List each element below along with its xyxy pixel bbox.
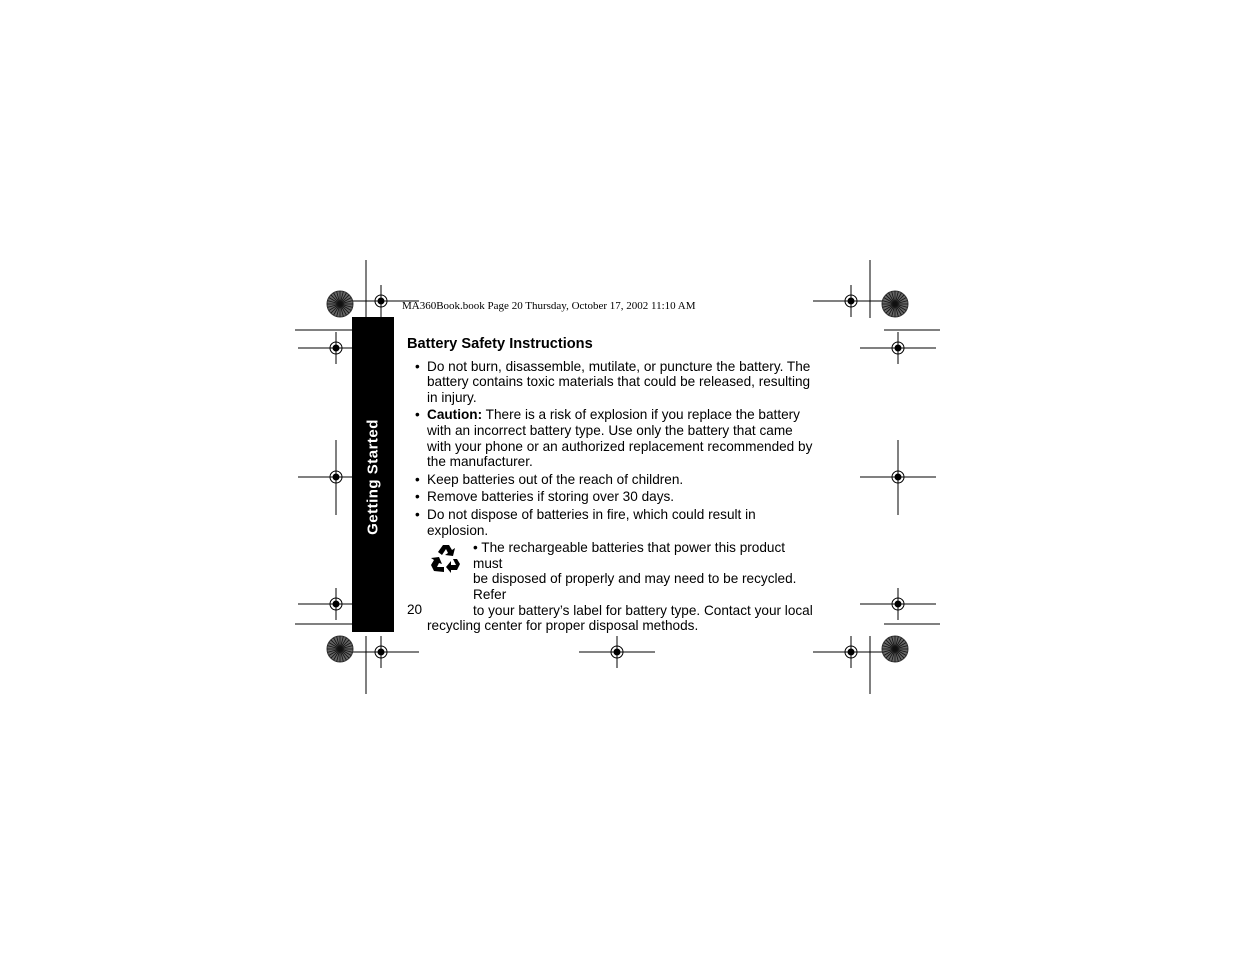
bullet-text: Do not dispose of batteries in fire, which could result in explosion. <box>427 506 756 538</box>
bullet-dot: • <box>415 506 420 522</box>
bullet-dot: • <box>415 471 420 487</box>
bullet-bold: Caution: <box>427 407 483 423</box>
list-item <box>407 407 817 469</box>
starburst-mark <box>327 291 353 317</box>
recycle-text-line: be disposed of properly and may need to be recycled. Refer <box>473 571 797 602</box>
main-content <box>407 337 817 634</box>
bullet-text: Do not burn, disassemble, mutilate, or puncture the battery. The battery contains toxic materials that could be released, resulting in injury. <box>427 358 811 405</box>
starburst-mark <box>882 291 908 317</box>
bullet-text: There is a risk of explosion if you replace the battery with an incorrect battery type. Use only the battery that came with your phone or an authorized replacement recommended by the manufacturer. <box>427 407 813 470</box>
page-number: 20 <box>407 602 423 617</box>
recycle-icon <box>429 542 463 576</box>
section-title: Battery Safety Instructions <box>407 336 593 352</box>
bullet-dot: • <box>415 407 420 423</box>
side-tab <box>352 317 394 632</box>
side-tab-label: Getting Started <box>364 419 382 535</box>
list-item <box>407 489 817 505</box>
registration-mark <box>579 636 655 668</box>
list-item <box>407 472 817 488</box>
recycle-note <box>407 540 817 634</box>
file-info-header: MA360Book.book Page 20 Thursday, October 17, 2002 11:10 AM <box>402 300 696 312</box>
bullet-list <box>407 359 817 539</box>
starburst-mark <box>327 636 353 662</box>
list-item <box>407 507 817 538</box>
registration-mark <box>860 461 936 493</box>
bullet-text: Keep batteries out of the reach of children. <box>427 471 684 487</box>
registration-mark <box>813 285 889 317</box>
bullet-text: Remove batteries if storing over 30 days. <box>427 489 675 505</box>
bullet-dot: • <box>415 358 420 374</box>
bullet-dot: • <box>415 489 420 505</box>
registration-mark <box>860 588 936 620</box>
registration-mark <box>860 332 936 364</box>
list-item <box>407 359 817 406</box>
registration-mark <box>343 636 419 668</box>
registration-mark <box>813 636 889 668</box>
starburst-mark <box>882 636 908 662</box>
recycle-text-line: to your battery’s label for battery type. Contact your local <box>473 602 813 618</box>
recycle-text-line: • The rechargeable batteries that power this product must <box>473 540 786 571</box>
recycle-text-line: recycling center for proper disposal methods. <box>427 618 699 634</box>
